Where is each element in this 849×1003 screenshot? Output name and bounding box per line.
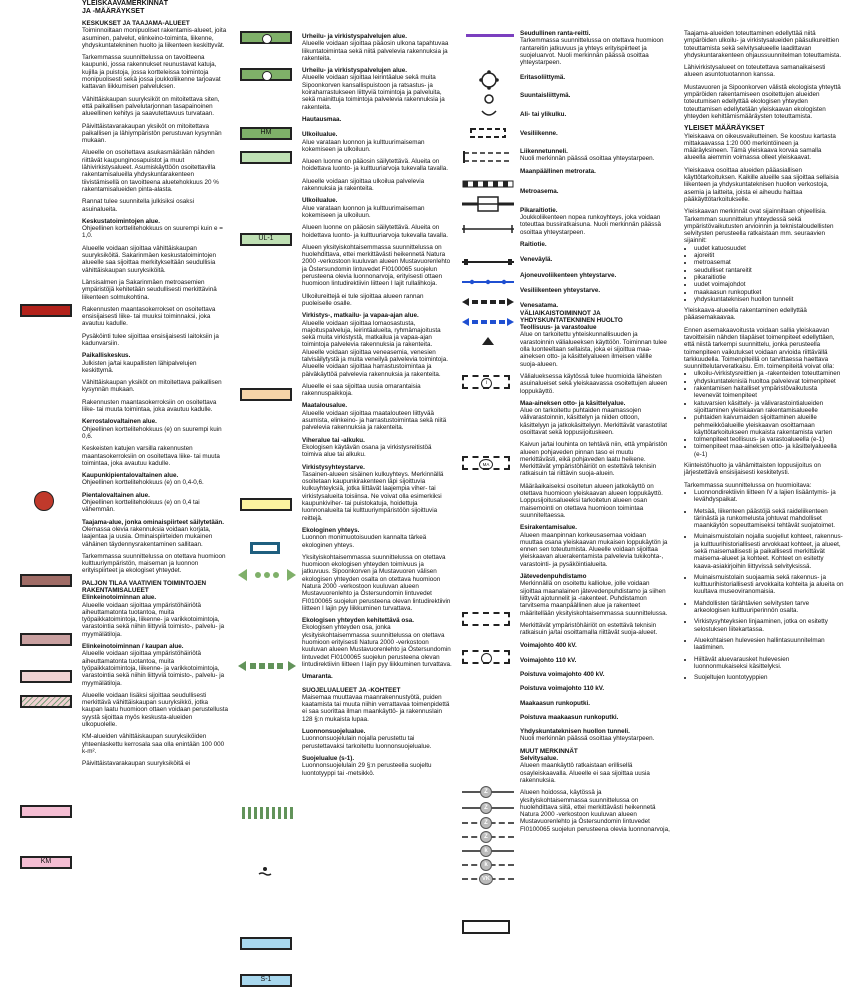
list-item: • seudulliset rantareitit [694, 267, 844, 274]
paragraph: Kiinteistöhuolto ja vähämittaisten loppusijoitus on järjestettävä ensisijaisesti keskitetysti. [684, 462, 821, 477]
eritasoliittyma-icon [478, 70, 500, 90]
voimajohto-400-symbol [462, 786, 514, 798]
entry-text: Nuoli merkinnän päässä osoittaa yhteystarpeen. [520, 735, 655, 743]
virkistys-matkailu-symbol [240, 388, 292, 401]
list-item: • uudet katuosuudet [694, 245, 844, 252]
list-item: • tolmenpiteet teollisuus- ja varastoalueella (e-1) [694, 436, 844, 443]
entry-heading: Urheilu- ja virkistyspalvelujen alue. [302, 67, 407, 75]
paragraph: Rakennusten maantasokerroksiin on osoitettava liike- tai muuta toimintaa, joka avautuu kadulle. [82, 398, 217, 414]
vesiliikenne-icon [470, 127, 506, 139]
entry-text: Tarkemmassa suunnittelussa on otettava huomioon rantareitin jatkuvuus ja yhteys erityispiirteet ja suojeluarvot. Nuoli merkinnän päässä osoittaa yhteystarpeen. [520, 37, 664, 67]
entry-heading: Selvitysalue. [520, 755, 559, 763]
section-heading: RAKENTAMISALUEET [82, 587, 149, 594]
list-item: • maakaasun runkoputket [694, 289, 844, 296]
entry-text: Tasainen-alueen sisäinen kulkuyhteys. Merkinnällä osoitetaan kaupunkirakenteen läpi sijoittuvia kulkuyhteyksiä, jotka liittävät laajempia viher- tai virkistysalueita toisiinsa. Ne voivat olla esimerkiksi kaupunkiviher- tai puistokatuja, hoidettuja luonnonalueita tai kulttuuriympäristöön sijoittuvia reittejä. [302, 470, 444, 522]
poistuva-voimajohto-110-symbol [462, 831, 514, 843]
paragraph: Kaivun ja/tai louhinta on tehtävä niin, että ympäristön alueen pohjaveden pinnan taso ei muutu merkittävästi, eikä pohjaveden laatu heikene. Merkittävät ympäristöhäiriöt on estettävä teknisin ratkaisuin tai riittävin suoja-aluein. [520, 441, 668, 478]
entry-heading: Keskustatoimintojen alue. [82, 217, 161, 225]
entry-text: Nuoli merkinnän päässä osoittaa yhteystarpeen. [520, 154, 655, 162]
paragraph: Vähittäiskaupan yksiköt on mitoitettava paikallisen kysynnän mukaan. [82, 379, 222, 394]
luonnonsuojelu-symbol [240, 937, 292, 950]
list-item: • rakentamisen haitalliset ympäristövaikutusta levenevät toimenpiteet [694, 385, 844, 400]
venevayla-symbol [462, 278, 514, 286]
entry-heading: Maatalousalue. [302, 402, 348, 410]
paragraph: Taajama-alueiden toteuttaminen edellyttää niitä ympäröiden ulkoilu- ja virkistysalueiden pääsulkureittien toteuttamista sekä selvitysalueelle laadittavan yhdyskuntarakenteen ohjaussuunnitelman toteuttamista. [684, 30, 842, 59]
paragraph: Alueelle on osoitettava asukasmäärään nähden riittävät kaupunginosapuistot ja muut lähivirkistysalueet. Asumiskäyttöön osoitettavilla rakentamisalueilla yhdyskuntarakenteen tiivistämisellä on tavoitteena aluetehokkuus 20 % rakentamisalueiden pinta-alasta. [82, 149, 219, 193]
ekologinen-kehitettava-symbol [240, 806, 294, 820]
list-item: • ulkoilu-/virkistysreittien ja -rakenteiden toteuttaminen [694, 370, 844, 377]
entry-text: Alue varataan luonnon ja kulttuurimaiseman kokemiseen ja ulkoiluun. [302, 138, 425, 153]
pikaraitiotie-symbol [462, 224, 514, 234]
list-item: • Hiiltävät aluevarausket hulevesien luonnonmukaiseksi käsittelyksi. [694, 656, 844, 671]
entry-text: Alueen maanpinnan korkeusasemaa voidaan muuttaa osana yleiskaavan mukaisen loppukäytön ja ennen sen toteutumista. Alueelle voidaan sijoittaa yleiskaavan aluerakentamista palvelevia tukikohta-, varastointi- ja pysäköintialueita. [520, 531, 668, 568]
paragraph: KM-alueiden vähittäiskaupan suuryksiköiden yhteenlaskettu kerrosala saa olla enintään 100 000 k-m². [82, 733, 225, 755]
entry-heading: Voimajohto 110 kV. [520, 656, 577, 664]
entry-heading: Maakaasun runkoputki. [520, 699, 590, 707]
entry-heading: Ekologisen yhteyden kehitettävä osa. [302, 617, 414, 625]
entry-text: Alue on tarkoitettu yhteiskunnallisuuden ja varastoinnin välialueeksen käyttöön. Toiminnan tulee olla luonteeltaan sellaista, joka ei sijoittua maa-aineksen otto- ja käsittelyalueen ilmeisen välille suoja-alueen. [520, 331, 667, 368]
suuntaisliittyma-icon [480, 94, 498, 104]
list-item: • ajoreitit [694, 252, 844, 259]
entry-heading: Kaupunkipientalovaltainen alue. [82, 472, 179, 480]
toimenpiteet-list [694, 370, 844, 458]
entry-heading: Ali- tai ylikulku. [520, 111, 567, 119]
paragraph: Rakennusten maantasokerrokset on osoitettava ensisijaisesti liike- tai muuksi toiminnaksi, joka avautuu kadulle. [82, 305, 216, 328]
paragraph: Alueelle ei saa sijoittaa uusia omarantaisia rakennuspaikkoja. [302, 382, 421, 398]
list-item: • Suojeltujen luontotyyppien [694, 674, 844, 681]
liikennetunneli-symbol [462, 149, 514, 165]
list-item: • Mahdollisten tärähtävien selvitysten tarve arkeologisen kulttuuriperinnön osalta. [694, 600, 844, 615]
kaupunkipientalo-symbol [20, 633, 72, 646]
paragraph: Yksityiskohtaisemmassa suunnittelussa on otettava huomioon ekologisen yhteyden toimivuus ja jatkuvuus. Sipoonkorven ja Mustavuoren välisen ekologisen yhteyden osalta on otettava huomioon Natura 2000 -verkostoon kuuluvan alueen Mustavuorenlehto ja Östersundomin lintuvedet FI0100065 suojelun perusteena olevan lintudirektiivin liitteen I lajin pyy liikkuminen turvattava. [302, 553, 451, 612]
jatevedenpuhdistamo-symbol [462, 650, 510, 664]
entry-heading: Suuntaisliittymä. [520, 91, 571, 99]
entry-heading: Poistuva maakaasun runkoputki. [520, 713, 619, 721]
rantareitti-symbol [466, 34, 514, 37]
entry-heading: Eritasoliittymä. [520, 74, 566, 82]
entry-heading: Luonnonsuojelualue. [302, 728, 366, 736]
paragraph: Toiminnoiltaan monipuoliset rakentamis-alueet, joita asuminen, palvelut, elinkeino-toiminta, liikenne, yhdyskuntatekninen huolto ja liikenteen keskittyvät. [82, 27, 227, 49]
paragraph: Alueelle voidaan sijoittaa ulkoilua palvelevia rakennuksia ja rakenteita. [302, 177, 425, 193]
urheilu-symbol [240, 31, 292, 44]
entry-heading: Jätevedenpuhdistamo [520, 573, 587, 581]
entry-heading: Ulkoilualue. [302, 197, 338, 205]
entry-heading: Seudullinen ranta-reitti. [520, 30, 591, 37]
paragraph: Rannat tulee suunnitella julkisiksi osaksi asuinalueita. [82, 198, 195, 213]
s1-label: S-1 [260, 976, 272, 983]
column-2 [302, 0, 452, 782]
list-item: • metroasemat [694, 259, 844, 266]
entry-text: Alueelle voidaan sijoittaa lomaosastusta, majoituspalveluja, leirintäalueita, ryhmämajoitusta sekä muita virkistystä, matkailua ja vapaa-ajan toimintoja palvelevia rakennuksia ja rakenteita. Alueelle voidaan sijoittaa veneasemia, venesien talvisäilytystä ja muita veneilyä palvelevia toimintoja. Alueelle voidaan sijoittaa harrastustoimintaa ja päiväkäyttöä palvelevia rakennuksia ja rakenteita. [302, 319, 448, 378]
entry-text: Luonnon monimuotoisuuden kannalta tärkeä ekologinen yhteys. [302, 534, 427, 549]
section-heading: KESKUKSET JA TAAJAMA-ALUEET [82, 20, 190, 27]
entry-heading: Pikaraitiotie. [520, 206, 558, 214]
paikalliskeskus-symbol [34, 491, 54, 511]
paragraph: Mustavuoren ja Sipoonkorven välistä ekologista yhteyttä ympäröiden rakentamiseen osoitettujen alueiden toteutumisen edellyttää ekologisen yhteyden toteuttamisen edellytetään yleiskaavan ekologisten yhteyden kehittämismääräysten toteuttamista. [684, 83, 841, 120]
virkistysyhteys-symbol [238, 568, 296, 582]
list-item: • toimenpiteet maa-aineksen otto- ja käsittelyalueella (e-1) [694, 443, 844, 458]
metrorata-symbol [462, 180, 514, 188]
column-1 [82, 0, 228, 773]
list-item: • Virkistysyhteyksien linjaaminen, jotka on esitetty selostuksen liitekartassa. [694, 618, 844, 633]
entry-text: Ekologisen käytävän osana ja virkistysreitistöä toimiva alue tai alkuku. [302, 443, 432, 459]
section-heading: YHDYSKUNTATEKNINEN HUOLTO [520, 316, 623, 324]
urheilu-2-symbol [240, 68, 292, 81]
entry-heading: Teollisuus- ja varastoalue [520, 324, 597, 332]
section-heading: VÄLIAIKAISTOIMINNOT JA [520, 309, 601, 317]
entry-heading: Ekologinen yhteys. [302, 526, 360, 534]
entry-text: Alueelle voidaan sijoittaa ympäristöhäiriötä aiheuttamatonta tuotantoa, muita työpaikkatoimintoja, liikenne- ja varikkotoimintoja, varastointia sekä niihin liittyviä toimisto-, palvelu- ja myymälätiloja. [82, 650, 225, 687]
list-item: • Muinaismuistolain nojalla suojellut kohteet, rakennus- ja kulttuurihistoriallisesti arvokkaat kohteet, ja alueet, sekä maisemallisesti ja paikallisesti merkittävät maisema-alueet ja kohteet. Kohteet on esitetty kaava-asiakirjoihin liittyvissä selvityksissä. [694, 533, 844, 569]
voimajohto-400-icon: Z [480, 786, 492, 798]
maatalous-symbol [240, 498, 292, 511]
entry-heading: Maanpäällinen metrorata. [520, 168, 596, 176]
paragraph: Keskeisten katujen varsilla rakennusten maantasokerroksiin on osoitettava liike- tai muuta toimintaa, joka avautuu kadulle. [82, 445, 220, 467]
entry-text: Alueelle voidaan sijoittaa leirintäalue sekä muita Sipoonkorven kansallispuistoon ja ratsastus- ja koiraharrastukseen liittyviä toimintoja ja palveluita, sekä mainittuja toimintoja palvelevia rakennuksia ja rakenteita. [302, 74, 445, 111]
paragraph: Alueen luonne on pääosin säilytettävä. Alueita on hoidettava luonto- ja kulttuuriarvoja tukevalla tavalla. [302, 158, 448, 173]
paragraph: Alueen yksityiskohtaisemmassa suunnittelussa on huolehdittava, ettei merkittävästi heikennetä Natura 2000 -verkostoon kuuluvan alueen Mustavuorenlehto ja Östersundomin lintuvedet FI0100065 suojelun perusteena olevia luonnonarvoja, erityisesti ottaen huomioon lintudirektiivin liitteen I lajit rullalihkoja. [302, 243, 451, 288]
entry-text: Ohjeellinen korttelitehokkuus on suurempi kuin e = 1,0. [82, 225, 223, 240]
section-heading: SUOJELUALUEET JA -KOHTEET [302, 686, 401, 694]
paragraph: Päivittäistavarakaupan suuryksiköitä ei [82, 760, 191, 768]
entry-heading: Virkistysyhteystarve. [302, 463, 365, 471]
section-heading: MUUT MERKINNÄT [520, 747, 578, 755]
entry-heading: Hautausmaa. [302, 115, 342, 123]
entry-text: Ohjeellinen korttelitehokkuus (e) on 0,4 tai vähemmän. [82, 499, 200, 514]
voimajohto-110-icon: Z [480, 802, 492, 814]
ekologinen-yhteys-symbol [238, 660, 296, 672]
poistuva-voimajohto-400-symbol [462, 817, 514, 829]
legend-title: YLEISKAAVAMERKINNÄT [82, 0, 169, 7]
huomioitava-list [694, 489, 844, 682]
hm-label: HM [260, 129, 272, 136]
km-symbol [20, 856, 72, 869]
poistuva-400-icon: Z [480, 817, 492, 829]
elinkeino-symbol [20, 805, 72, 818]
paragraph: Tarkemmassa suunnittelussa on huomioitava: [684, 481, 812, 489]
entry-heading: Voimajohto 400 kV. [520, 642, 577, 650]
huoltotunneli-icon: VK [479, 873, 493, 885]
ul-label: UL-1 [258, 235, 274, 242]
entry-text: Ohjeellinen korttelitehokkuus (e) on suurempi kuin 0,6. [82, 425, 222, 440]
list-item: • Aluekohtaisen hulevesien hallintasuunnitelman laatiminen. [694, 637, 844, 652]
paragraph: Yleiskaava osoittaa alueiden pääasiallisen käyttötarkoituksen. Kaikille alueille saa sijoittaa sellaisia liikenteen ja yhdyskuntateknisen huollon verkostoja, asemia ja laitteita, joista ei aiheudu haittaa pääkäyttötarkoitukselle. [684, 166, 839, 203]
entry-heading: Poistuva voimajohto 400 kV. [520, 671, 605, 678]
list-item: • Metsää, liikenteen päästöjä sekä raideliikenteen tärinästä ja runkomelusta johtuvat mahdolliset maankäytön sopeuttamiseksi tehtävät suojatoimet. [694, 508, 844, 530]
paragraph: Päivittäistavarakaupan yksiköt on mitoitettava paikallisen ja lähiympäristön perustuvan kysynnän mukaan. [82, 122, 222, 145]
entry-heading: Umaranta. [302, 673, 333, 681]
kerrostalo-symbol [20, 574, 72, 587]
entry-heading: Taajama-alue, jonka ominaispiirteet säilytetään. [82, 518, 224, 526]
entry-heading: Ajoneuvoliikenteen yhteystarve. [520, 271, 617, 279]
list-item: • yhdyskuntateknisiä huoltoa palvelevat toimenpiteet [694, 378, 844, 385]
pientalo-symbol [20, 670, 72, 683]
urheilu-icon [262, 34, 272, 44]
paragraph: Vähittäiskaupan suuryksiköt on mitoitettava siten, että paikallisen palvelutarjonnan tasapainoinen alueellinen kehitys ja saavutettavuus turvataan. [82, 95, 220, 118]
entry-heading: Paikalliskeskus. [82, 352, 131, 360]
urheilu-2-icon [262, 71, 272, 81]
suojelualue-s1-symbol [240, 974, 292, 987]
sijainnit-list [694, 245, 844, 303]
section-heading: YLEISET MÄÄRÄYKSET [684, 125, 765, 133]
list-item: • katuvarsien käsittely- ja välivarastointialueiden sijoittaminen yleiskaavan rakentamisalueelle [694, 400, 844, 415]
list-item: • yhdyskuntateknisen huollon tunnelit [694, 296, 844, 303]
paragraph: Alueen hoidossa, käytössä ja yksityiskohtaisemmassa suunnittelussa on huolehdittava siitä, ettei merkittävästi heikennetä Natura 2000 -verkostoon kuuluvan alueen Mustavuorenlehto ja Östersundomin lintuvedet FI0100065 suojelun perusteena olevia luonnonarvoja, [520, 789, 670, 833]
huoltotunneli-symbol [462, 873, 514, 885]
entry-text: Alueen maankäyttö ratkaistaan erillisellä osayleiskaavalla. Alueelle ei saa sijoittaa uusia rakennuksia. [520, 762, 650, 784]
entry-heading: Virkistys-, matkailu- ja vapaa-ajan alue. [302, 312, 419, 320]
entry-heading: Raitiotie. [520, 241, 547, 249]
taajama-symbol [20, 695, 72, 708]
teollisuus-symbol [462, 375, 510, 389]
km-label: KM [40, 858, 52, 865]
raitiotie-symbol [462, 257, 514, 267]
keskusta-symbol [20, 304, 72, 317]
esirakentamisalue-symbol [462, 612, 510, 626]
paragraph: Pysäköinti tulee sijoittaa ensisijaisesti laitoksiin ja kadunvarsiin. [82, 332, 219, 347]
paragraph: Yleiskaavan merkinnät ovat sijainniltaan ohjeellisia. Tarkemman suunnittelun yhteydessä sekä ympäristövaikutusten arvioinnin ja teknistaloudellisten selvitysten perusteella ratkaistaan mm. seuraavien sijainnit: [684, 208, 834, 245]
column-3 [520, 0, 670, 838]
paragraph: Yleiskaava-alueella rakentaminen edellyttää pääasemakaavaa. [684, 307, 807, 322]
entry-heading: Ulkoilualue. [302, 131, 338, 139]
entry-text: Luonnonsuojelulain nojalla perustettu tai perustettavaksi tarkoitettu luonnonsuojelualue. [302, 735, 432, 750]
entry-heading: Vesiliikenne. [520, 130, 558, 138]
entry-text: Alue on tarkoitettu puhtaiden maamassojen välivarastoinnin, käsittelyn ja niiden ottoon, käsittelyyn ja jatkokäsittelyyn. Merkittävät varastotilat osoittavat sekä loppusijoituskeen. [520, 407, 667, 436]
paragraph: Alueen luonne on pääosin säilytettävä. Alueita on hoidettava luonto- ja kulttuuriarvoja tukevalla tavalla. [302, 224, 448, 239]
entry-heading: Pientalovaltainen alue. [82, 491, 150, 499]
paragraph: Ulkoilureittejä ei tule sijoittaa alueen rannan puoleiselle osalle. [302, 292, 424, 307]
entry-heading: Kerrostalovaltainen alue. [82, 418, 157, 426]
hautausmaa-symbol [240, 127, 292, 140]
entry-text: Luonnonsuojelulain 29 §:n perusteella suojeltu luontotyyppi tai -metsikkö. [302, 762, 432, 777]
entry-heading: Venesatama. [520, 302, 559, 310]
entry-text: Alue varataan luonnon ja kulttuurimaiseman kokemiseen ja ulkoiluun. [302, 204, 425, 219]
entry-text: Alueelle voidaan sijoittaa pääosin ulkona tapahtuvaa liikuntatoimintaa sekä niitä palvelevia rakennuksia ja rakenteita. [302, 40, 449, 62]
uimaranta-icon [258, 866, 272, 876]
maakaasu-icon: k [480, 845, 492, 857]
entry-text: Alueelle voidaan sijoittaa maatalouteen liittyvää asumista, elinkeino- ja harrastustoimintaa sekä niitä palvelevia rakennuksia ja rakenteita. [302, 409, 447, 432]
entry-text: Joukkoliikenteen nopea runkoyhteys, joka voidaan toteuttaa bussiratkaisuna. Nuoli merkinnän päässä osoittaa yhteystarpeen. [520, 214, 662, 236]
ulkoilu-1-symbol [240, 233, 292, 246]
section-heading: PALJON TILAA VAATIVIEN TOIMINTOJEN [82, 579, 207, 587]
entry-heading: Veneväylä. [520, 256, 553, 264]
entry-heading: Viheralue tai -alkuku. [302, 436, 365, 444]
entry-heading: Esirakentamisalue. [520, 524, 578, 532]
paragraph: Ennen asemakaavoitusta voidaan sallia yleiskaavan tavoitteisiin nähden tilapäiset toimenpiteet edellyttäen, että niistä tarkempi suunnittelu, jonka perusteella toimenpiteen vaikutukset voidaan arvioida riittävällä tarkkuudella. Toimenpiteillä on tarvittaessa haettava suunnittelutarveratkaisu. Em. toimenpiteitä voivat olla: [684, 326, 835, 371]
entry-text: Alueelle voidaan sijoittaa ympäristöhäiriötä aiheuttamatonta tuotantoa, muita työpaikkatoimintoja, liikenne- ja varikkotoimintoja, varastointia sekä niihin liittyviä toimisto-, palvelu- ja myymälätiloja. [82, 601, 225, 638]
alikulku-icon [481, 110, 497, 120]
column-4 [684, 0, 844, 685]
entry-heading: Metroasema. [520, 187, 559, 195]
viheralue-symbol [250, 542, 280, 554]
venesatama-icon [481, 336, 495, 346]
paragraph: Yleiskaava on oikeusvaikutteinen. Se koostuu kartasta mittakaavassa 1:20 000 merkintöineen ja määräyksineen. Tämä yleiskaava korvaa samalla alueella aiemmin voimassa olleet yleiskaavat. [684, 132, 836, 162]
list-item: • Muinaismuistolain suojaamia sekä rakennus- ja kulttuurihistoriallisesti arvokkaita kohteita ja alueita on kuultava museoviranomaisia. [694, 574, 844, 596]
maa-aines-icon: MA [479, 459, 493, 470]
paragraph: Tarkemmassa suunnittelussa on otettava huomioon kulttuuriympäristön, maiseman ja luonnon erityispiirteet ja ekologiset yhteydet. [82, 552, 226, 575]
paragraph: Tarkemmassa suunnittelussa on tavoitteena kaupunki, jossa rakennukset reunustavat katuja, kujilla ja puistoja, jossa kortteleissa toimintoja monipuolisesti sekä jossa joukkoliikenne tarjoavat kattavan liikkumisen palveluksen. [82, 54, 221, 91]
paragraph: Länsisalmen ja Sakarinmäen metroasemien ympäristöjä kehitetään seudullisesti merkittävinä liikenteen solmukohtina. [82, 278, 217, 301]
entry-text: Ekologisen yhteyden osa, jonka yksityiskohtaisemmassa suunnittelussa on otettava huomioon erityisesti Natura 2000 -verkostoon kuuluvan alueen Mustavuorenlehto ja Östersundomin lintuvedet FI0100065 suojelun perusteena olevan lintudirektiivin liitteen I lajin pyy liikkuminen turvattava. [302, 624, 452, 668]
poistuva-maakaasu-icon: k [480, 859, 492, 871]
maa-aines-symbol [462, 456, 510, 470]
poistuva-110-icon: Z [480, 831, 492, 843]
paragraph: Alueelle voidaan lisäksi sijoittaa seudullisesti merkittävä vähittäiskaupan suuryksikkö, jotka kaupan laatu huomioon ottaen voidaan perustellusta syystä sijoittaa myös keskusta-alueiden ulkopuolelle. [82, 691, 228, 729]
list-item: • uudet voimajohdot [694, 281, 844, 288]
maakaasu-symbol [462, 845, 514, 857]
entry-heading: Vesiliikenteen yhteystarve. [520, 286, 601, 294]
entry-heading: Poistuva voimajohto 110 kV. [520, 685, 605, 693]
ajoneuvoyhteystarve-symbol [462, 297, 514, 307]
list-item: • Luonnondirektiivin liitteen IV a lajien lisääntymis- ja levähdyspaikat. [694, 489, 844, 504]
paragraph: Välialueksessa käytössä tulee huomioida läheisten asuinalueiset sekä yleiskaavassa osoitettujen alueen loppukäyttö. [520, 372, 668, 395]
entry-heading: Maa-aineksen otto- ja käsittelyalue. [520, 399, 626, 407]
entry-heading: Elinkeinotoiminnan alue. [82, 594, 157, 602]
poistuva-maakaasu-symbol [462, 859, 514, 871]
list-item: • puhtaiden kaivumaiden sijoittaminen alueille pehmeikköalueille yleiskaavan osoittamaan käyttötarkoitukseen mukaista rakentamista varten [694, 414, 844, 436]
paragraph: Lähivirkistysalueet on toteutettava samanaikaisesti alueen asuntotuotannon kanssa. [684, 64, 826, 79]
metroasema-symbol [462, 196, 514, 212]
jatevesi-icon [481, 653, 492, 664]
paragraph: Maisemaa muuttavaa maanrakennustyötä, puiden kaatamista tai muuta niihin verrattavaa toimenpidettä ei saa suorittaa ilman maankäyttö- ja rakennuslain 128 §:n mukaista lupaa. [302, 693, 450, 723]
entry-text: Merkinnällä on osoitettu kalliolue, jolle voidaan sijoittaa maanalainen jätevedenpuhdistamo ja siihen liittyvät ajotunnelit ja -rakenteet. Puhdistamon tarvitsema maanpäällinen alue ja rakenteet määritellään yksityiskohtaisemmassa suunnittelussa. [520, 580, 668, 617]
list-item: • pikaraitiotie [694, 274, 844, 281]
entry-heading: Suojelualue (s-1). [302, 754, 355, 762]
ulkoilu-symbol [240, 151, 292, 164]
entry-heading: Urheilu- ja virkistyspalvelujen alue. [302, 33, 407, 40]
entry-text: Julkisten ja/tai kaupallisten lähipalvelujen keskittymä. [82, 359, 197, 374]
entry-text: Ohjeellinen korttelitehokkuus (e) on 0,4-0,6. [82, 479, 204, 487]
paragraph: Merkittävät ympäristöhäiriöt on estettävä teknisin ratkaisuin ja/tai osoittamalla riittävät suoja-alueet. [520, 621, 658, 637]
selvitysalue-symbol [462, 920, 510, 934]
paragraph: Alueelle voidaan sijoittaa vähittäiskaupan suuryksiköitä. Sakarinmäen keskustatoimintojen alueelle saa sijoittaa merkitykseltään seudullisia vähittäiskaupan suuryksiköitä. [82, 244, 217, 274]
voimajohto-110-symbol [462, 802, 514, 814]
paragraph: Määräaikaiseksi osoitetun alueen jatkokäyttö on otettava huomioon yleiskaavan alueen loppukäyttö. Loppusijoitusalueeksi tarkoitetun alueen osan maisemointi on otettava huomioon toimintaa suunniteltaessa. [520, 482, 663, 519]
teollisuus-icon: i [481, 378, 492, 389]
entry-heading: Elinkeinotoiminnan / kaupan alue. [82, 643, 184, 651]
entry-heading: Yhdyskuntateknisen huollon tunneli. [520, 728, 630, 736]
legend-subtitle: JA -MÄÄRÄYKSET [82, 7, 145, 15]
vesiyhteystarve-symbol [462, 317, 514, 327]
entry-text: Olemassa olevia rakennuksia voidaan korjata, laajentaa ja uusia. Ominaispiirteiden mukainen vähäinen täydennysrakentaminen sallitaan. [82, 525, 213, 548]
entry-heading: Liikennetunneli. [520, 147, 568, 155]
